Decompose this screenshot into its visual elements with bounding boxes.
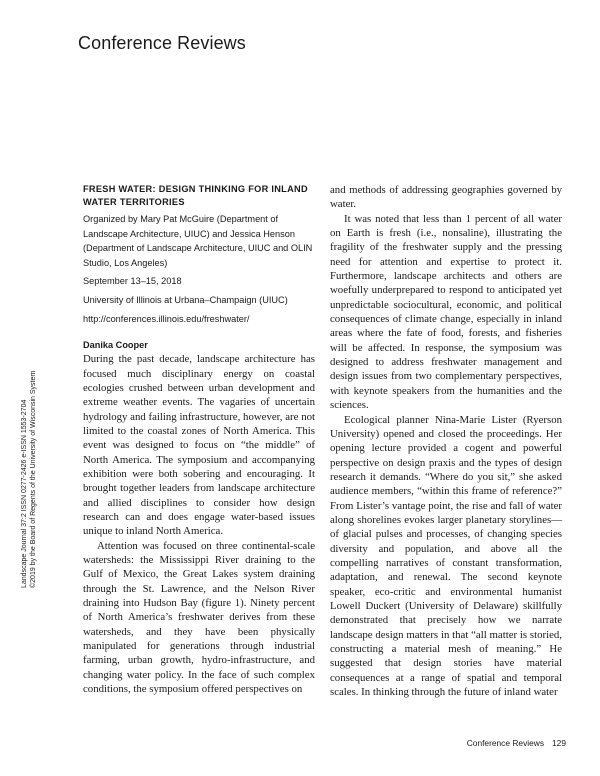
paragraph-2-continued: and methods of addressing geographies governed by water. (330, 184, 562, 211)
page-footer (467, 738, 566, 748)
left-column (83, 183, 315, 696)
author-name: Danika Cooper (83, 340, 148, 351)
paragraph-4: Ecological planner Nina-Marie Lister (Ryerson University) opened and closed the proceedings. Her opening lecture provided a cogent and powerful perspective on design praxis and the types of design research it demands. “Where do you sit,” she asked audience members, “within this frame of reference?” From Lister’s vantage point, the rise and fall of water along shorelines evokes larger planetary storylines—of glacial pulses and processes, of changing species diversity and population, and above all the compelling narratives of constant transformation, adaptation, and renewal. The second keynote speaker, eco-critic and environmental humanist Lowell Duckert (University of Delaware) skillfully demonstrated that precisely how we narrate landscape design matters in that “all matter is storied, constructing a material mesh of meaning.” He suggested that design stories have material consequences at a range of spatial and temporal scales. In thinking through the future of inland water (330, 413, 562, 699)
page-number: 129 (552, 738, 566, 748)
journal-info-line2: ©2019 by the Board of Regents of the University of Wisconsin System (30, 370, 37, 588)
organizers: Organized by Mary Pat McGuire (Department of Landscape Architecture, UIUC) and Jessica Henson (Department of Landscape Architecture, UIUC and OLIN Studio, Los Angeles) (83, 214, 313, 268)
section-title: Conference Reviews (78, 33, 246, 53)
journal-info-line1: Landscape Journal 37:2 ISSN 0277-2426 e-ISSN 1553-2704 (21, 399, 28, 588)
article-title-line2: WATER TERRITORIES (83, 197, 185, 207)
article-title-line1: FRESH WATER: DESIGN THINKING FOR INLAND (83, 184, 308, 194)
footer-label: Conference Reviews (466, 738, 545, 748)
paragraph-2: Attention was focused on three continental-scale watersheds: the Mississippi River draining to the Gulf of Mexico, the Great Lakes system draining through the St. Lawrence, and the Nelson River draining into Hudson Bay (figure 1). Ninety percent of North America’s freshwater derives from these watersheds, and they have been physically manipulated for generations through industrial farming, urban growth, hydro-infrastructure, and changing water policy. In the face of such complex conditions, the symposium offered perspectives on (83, 539, 315, 696)
journal-info (20, 371, 38, 588)
event-url[interactable]: http://conferences.illinois.edu/freshwater/ (83, 313, 250, 324)
paragraph-1: During the past decade, landscape architecture has focused much disciplinary energy on coastal ecologies crushed between urban development and extreme weather events. The vagaries of uncertain hydrology and failing infrastructure, however, are not limited to the coastal zones of North America. This event was designed to focus on “the middle” of North America. The symposium and accompanying exhibition were both sobering and encouraging. It brought together leaders from landscape architecture and allied disciplines to consider how design research can and does engage water-based issues unique to inland North America. (83, 353, 315, 538)
article-title (83, 183, 315, 209)
event-venue: University of Illinois at Urbana–Champaign (UIUC) (83, 294, 288, 305)
right-column (330, 183, 562, 699)
paragraph-3: It was noted that less than 1 percent of all water on Earth is fresh (i.e., nonsaline), illustrating the fragility of the freshwater supply and the pressing need for attention and expertise to protect it. Furthermore, landscape architects and others are woefully underprepared to respond to anticipated yet unpredictable sociocultural, economic, and political consequences of climate change, especially in inland areas where the fate of food, forests, and fisheries will be affected. In response, the symposium was designed to address freshwater management and design issues from two complementary perspectives, with keynote speakers from the humanities and the sciences. (330, 212, 562, 412)
event-dates: September 13–15, 2018 (83, 276, 182, 287)
